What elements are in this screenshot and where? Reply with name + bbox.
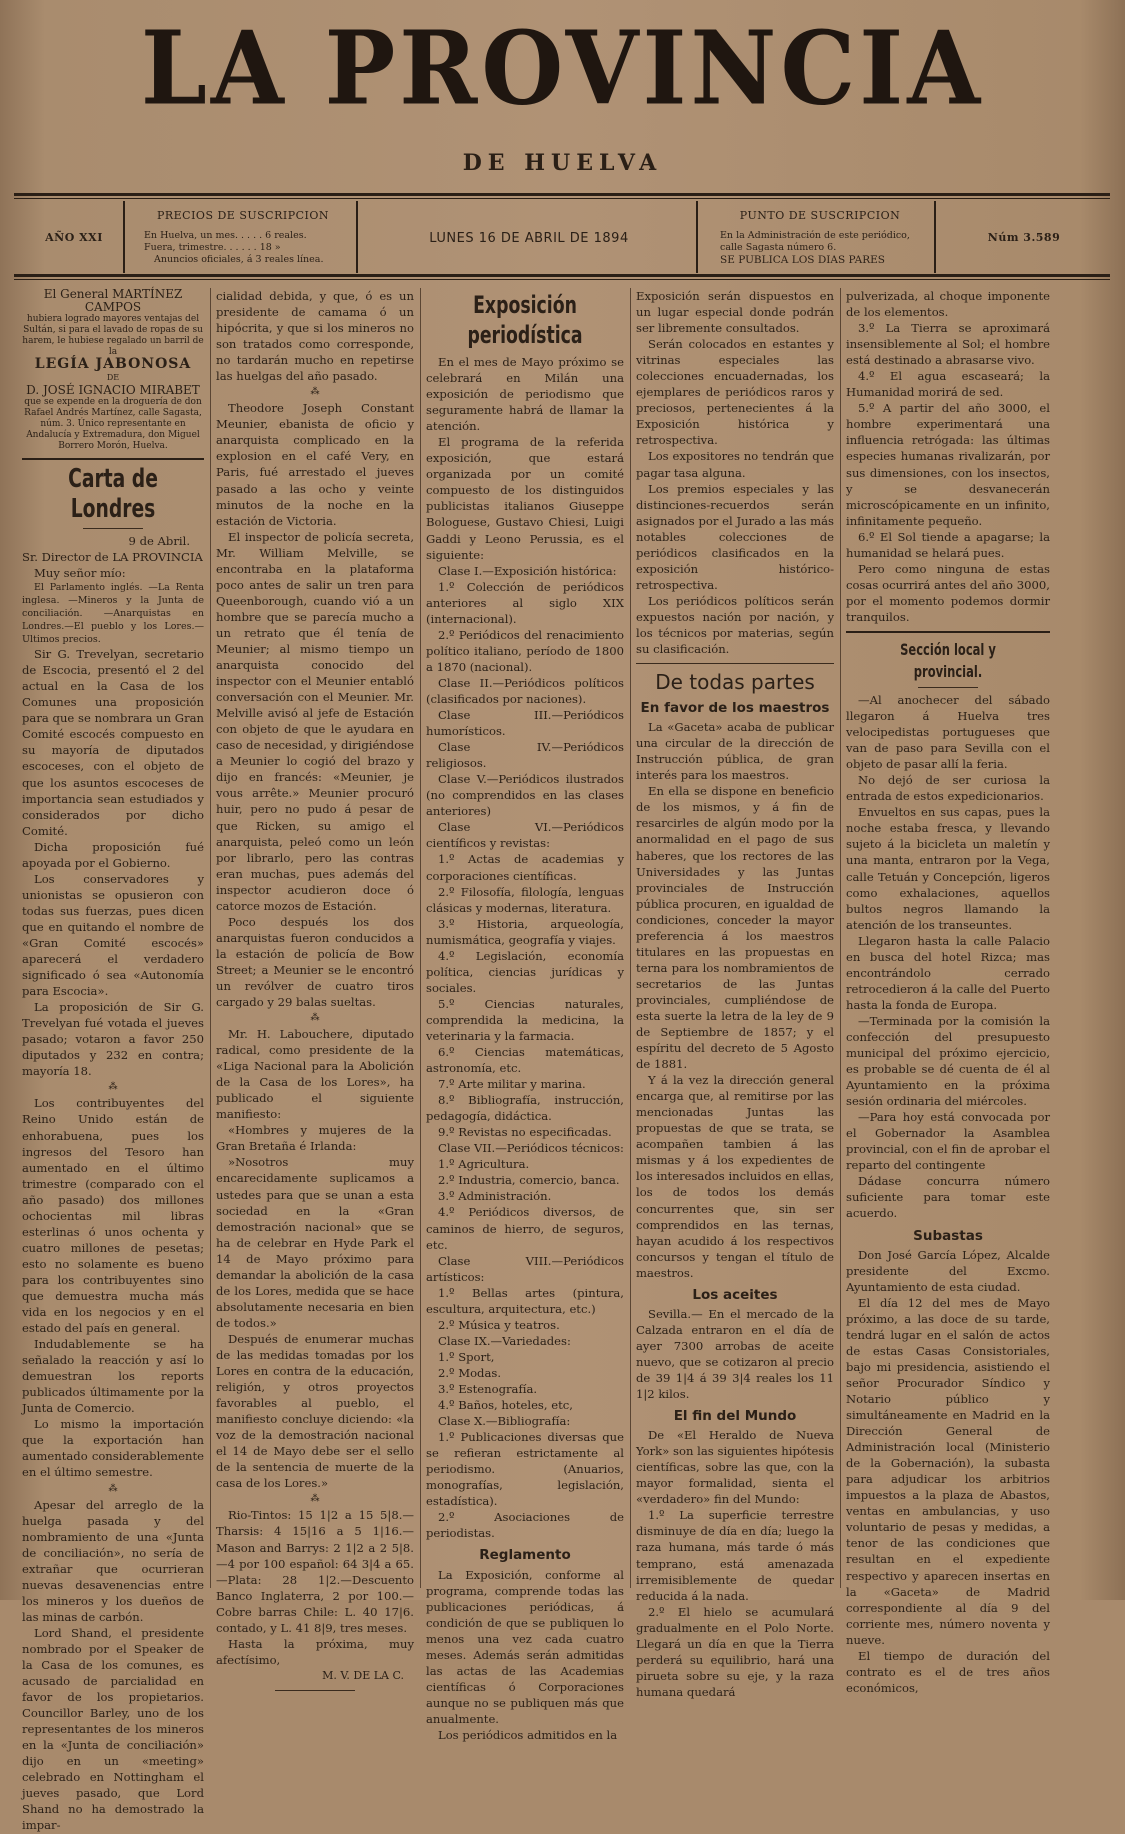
article-title: Carta de Londres	[68, 464, 158, 524]
program-item: Clase X.—Bibliografía:	[438, 1414, 571, 1429]
program-item: Clase IV.—Periódicos religiosos.	[426, 740, 624, 771]
year-cell	[24, 201, 124, 275]
paragraph: El tiempo de duración del contrato es el de tres años económicos,	[846, 1648, 1050, 1695]
ad-text: hubiera logrado mayores ventajas del Sultán, si para el lavado de ropas de su harem, le hubiese regalado un barril de la	[22, 314, 204, 357]
paragraph: Poco después los dos anarquistas fueron conducidos a la estación de policía de Bow Street; a Meunier se le encontró un revólver de cuatro tiros cargado y 29 balas sueltas.	[216, 914, 414, 1010]
separator: ⁂	[108, 1082, 118, 1093]
masthead-title: LA PROVINCIA	[140, 9, 985, 129]
date-cell	[364, 201, 694, 275]
subsection-title: En favor de los maestros	[640, 700, 830, 717]
paragraph: Los conservadores y unionistas se opusieron con todas sus fuerzas, pues dicen que en quitando el nombre de «Gran Comité escocés» aparecerá el verdadero significado ó sea «Autonomía para Escocia».	[22, 871, 204, 999]
column-3	[426, 288, 624, 1742]
paragraph: Los contribuyentes del Reino Unido están de enhorabuena, pues los ingresos del Tesoro han aumentado en el último trimestre (comparado con el año pasado) dos millones ochocientas mil libras esterlinas ó unos ochenta y cuatro millones de pesetas; esto no solamente es bueno para los contribuyentes sino que demuestra mucha más vida en los negocios y en el estado del país en general.	[22, 1096, 204, 1336]
program-item: 1.º Publicaciones diversas que se refieran estrictamente al periodismo. (Anuarios, monografías, legislación, estadística).	[426, 1430, 624, 1509]
program-item: 1.º Agricultura.	[438, 1157, 530, 1172]
program-item: 2.º Asociaciones de periodistas.	[426, 1510, 624, 1541]
paragraph: 5.º A partir del año 3000, el hombre experimentará una influencia retrógada: las últimas especies humanas rivalizarán, por sus dimensiones, con los insectos, y se desvanecerán microscópicamente en un infinito, infinitamente pequeño.	[846, 401, 1050, 528]
price-line: En Huelva, un mes. . . . . 6 reales.	[144, 230, 307, 241]
program-item: Clase VI.—Periódicos científicos y revistas:	[426, 820, 624, 851]
subscription-bar	[14, 201, 1110, 275]
end-rule	[275, 1690, 355, 1691]
paragraph: 2.º El hielo se acumulará gradualmente en el Polo Norte. Llegará un día en que la Tierra perderá su equilibrio, hará una pirueta sobre su eje, y la raza humana quedará	[636, 1604, 834, 1699]
paragraph: Pero como ninguna de estas cosas ocurrirá antes del año 3000, por el momento podemos dormir tranquilos.	[846, 561, 1050, 624]
short-rule	[918, 687, 978, 688]
program-item: 5.º Ciencias naturales, comprendida la medicina, la veterinaria y la farmacia.	[426, 996, 624, 1043]
column-4	[636, 288, 834, 1699]
header-rule-top	[14, 193, 1110, 196]
program-item: 6.º Ciencias matemáticas, astronomía, etc.	[426, 1045, 624, 1076]
point-title: PUNTO DE SUSCRIPCION	[739, 209, 901, 222]
column-2	[216, 288, 414, 1682]
ad-de: DE	[106, 373, 120, 382]
column-rule	[630, 288, 631, 1588]
program-item: 3.º Estenografía.	[438, 1382, 538, 1396]
point-line: SE PUBLICA LOS DIAS PARES	[720, 254, 885, 266]
subsection-title: Los aceites	[692, 1286, 778, 1303]
paragraph: De «El Heraldo de Nueva York» son las siguientes hipótesis científicas, sobre las que, con la mayor formalidad, sienta el «verdadero» fin del Mundo:	[636, 1428, 834, 1507]
price-line: Anuncios oficiales, á 3 reales línea.	[154, 254, 324, 265]
header-rule-top-thin	[14, 198, 1110, 199]
separator: ⁂	[310, 1013, 320, 1024]
paragraph: —Al anochecer del sábado llegaron á Huelva tres velocipedistas portugueses que van de paso para Sevilla con el objeto de pasar allí la feria.	[846, 692, 1050, 772]
prices-title: PRECIOS DE SUSCRIPCION	[156, 209, 330, 222]
program-item: 1.º Bellas artes (pintura, escultura, arquitectura, etc.)	[426, 1285, 624, 1316]
paragraph: «Hombres y mujeres de la Gran Bretaña é Irlanda:	[216, 1123, 414, 1154]
paragraph: »Nosotros muy encarecidamente suplicamos a ustedes para que se unan a esta sociedad en la «Gran demostración nacional» que se ha de celebrar en Hyde Park el 14 de Mayo próximo para demandar la abolición de la casa de los Lores, medida que se hace absolutamente necesaria en bien de todos.»	[216, 1155, 414, 1330]
column-1	[22, 287, 204, 1833]
program-item: Clase I.—Exposición histórica:	[438, 563, 617, 578]
paragraph: Y á la vez la dirección general encarga que, al remitirse por las mencionadas Juntas las propuestas de que se trata, se acompañen tambien á las mismas y á los expedientes de los interesados incluidos en ellas, los de todos los demás concurrentes que, sin ser comprendidos en las ternas, hayan acudido á los respectivos concursos y tengan el título de maestros.	[636, 1073, 834, 1280]
point-line: En la Administración de este periódico,	[720, 230, 910, 241]
program-item: 4.º Baños, hoteles, etc,	[438, 1398, 573, 1413]
separator: ⁂	[108, 1483, 118, 1494]
paragraph: Don José García López, Alcalde presidente del Excmo. Ayuntamiento de esta ciudad.	[846, 1247, 1050, 1294]
program-item: Clase VIII.—Periódicos artísticos:	[426, 1253, 624, 1284]
program-item: 1.º Colección de periódicos anteriores al siglo XIX (internacional).	[426, 579, 624, 626]
paragraph: Sir G. Trevelyan, secretario de Escocia, presentó el 2 del actual en la Casa de los Comunes una proposición para que se nombrara un Gran Comité escocés compuesto en su mayoría de diputados escoceses, con el objeto de que los asuntos escoceses de importancia sean estudiados y considerados por dicho Comité.	[22, 647, 204, 838]
program-item: Clase V.—Periódicos ilustrados (no comprendidos en las clases anteriores)	[426, 772, 624, 819]
paragraph: Hasta la próxima, muy afectísimo,	[216, 1636, 414, 1667]
price-line: Fuera, trimestre. . . . . . 18 »	[144, 242, 281, 253]
salutation: Muy señor mío:	[34, 566, 126, 581]
program-item: 3.º Administración.	[438, 1189, 552, 1204]
program-item: 4.º Legislación, economía política, ciencias jurídicas y sociales.	[426, 948, 624, 995]
paragraph: Envueltos en sus capas, pues la noche estaba fresca, y llevando sujeto á la bicicleta un maletín y una manta, entraron por la Vega, calle Tetuán y Concepción, ligeros como exhalaciones, aquellos bultos negros llamando la atención de los transeuntes.	[846, 805, 1050, 932]
program-item: 2.º Periódicos del renacimiento político italiano, período de 1800 a 1870 (nacional).	[426, 627, 624, 674]
separator: ⁂	[310, 387, 320, 398]
signature: M. V. DE LA C.	[322, 1668, 404, 1682]
paragraph: Mr. H. Labouchere, diputado radical, como presidente de la «Liga Nacional para la Abolición de la Casa de los Lores», ha publicado el siguiente manifiesto:	[216, 1027, 414, 1122]
masthead-subtitle: DE HUELVA	[462, 150, 663, 176]
paragraph: pulverizada, al choque imponente de los elementos.	[846, 289, 1050, 320]
paragraph: Los periódicos políticos serán expuestos nación por nación, y los técnicos por materias, según su clasificación.	[636, 593, 834, 657]
program-item: Clase II.—Periódicos políticos (clasificados por naciones).	[426, 675, 624, 706]
program-item: 4.º Periódicos diversos, de caminos de hierro, de seguros, etc.	[426, 1205, 624, 1252]
paragraph: La proposición de Sir G. Trevelyan fué votada el jueves pasado; votaron a favor 250 diputados y 232 en contra; mayoría 18.	[22, 1000, 204, 1079]
point-line: calle Sagasta número 6.	[720, 242, 837, 253]
program-item: 1.º Sport,	[438, 1349, 495, 1364]
issue-number: Núm 3.589	[987, 231, 1061, 244]
section-title: Sección local y provincial.	[900, 639, 996, 681]
column-5	[846, 288, 1050, 1695]
paragraph: 6.º El Sol tiende a apagarse; la humanidad se helará pues.	[846, 529, 1050, 560]
paragraph: El programa de la referida exposición, que estará organizada por un comité compuesto de los distinguidos publicistas italianos Giuseppe Bologuese, Gustavo Chiesi, Luigi Gaddi y Leono Perussia, es el siguiente:	[426, 435, 624, 562]
program-item: 2.º Industria, comercio, banca.	[438, 1173, 620, 1188]
column-rule	[210, 288, 211, 1588]
short-rule	[83, 528, 143, 529]
paragraph: Theodore Joseph Constant Meunier, ebanista de oficio y anarquista complicado en la explosion en el café Very, en Paris, fué arrestado el jueves pasado a las ocho y veinte minutos de la noche en la estación de Victoria.	[216, 401, 414, 528]
salutation: Sr. Director de LA PROVINCIA	[22, 550, 203, 565]
prices-cell	[132, 201, 354, 275]
paragraph: No dejó de ser curiosa la entrada de estos expedicionarios.	[846, 773, 1050, 804]
ad-maker: D. JOSÉ IGNACIO MIRABET	[26, 383, 200, 397]
advertisement	[22, 288, 204, 452]
paragraph: Lord Shand, el presidente nombrado por el Speaker de la Casa de los comunes, es acusado de parcialidad en favor de los propietarios. Councillor Barley, uno de los representantes de los mineros en la «Junta de conciliación» dijo en un «meeting» celebrado en Nottingham el jueves pasado, que Lord Shand no ha demostrado la impar-	[22, 1625, 204, 1833]
section-rule	[846, 631, 1050, 633]
paragraph: Sevilla.— En el mercado de la Calzada entraron en el día de ayer 7300 arrobas de aceite nuevo, que se cotizaron al precio de 39 1|4 á 39 3|4 reales los 11 1|2 kilos.	[636, 1306, 834, 1402]
program-item: 1.º Actas de academias y corporaciones científicas.	[426, 852, 624, 883]
column-rule	[840, 288, 841, 1588]
dateline: 9 de Abril.	[128, 534, 190, 548]
subsection-title: Reglamento	[479, 1547, 571, 1564]
paragraph: En ella se dispone en beneficio de los mismos, y á fin de resarcirles de algún modo por la anormalidad en el pago de sus haberes, que los rectores de las Universidades y las Juntas provinciales de Instrucción pública procuren, en igualdad de condiciones, conceder la mayor preferencia á los maestros titulares en las propuestas en terna para los nombramientos de secretarios de las Juntas provinciales, cumpliéndose de esta suerte la letra de la ley de 9 de Septiembre de 1857; y el espíritu del decreto de 5 Agosto de 1881.	[636, 784, 834, 1072]
section-rule	[22, 458, 204, 460]
paragraph: Los periódicos admitidos en la	[438, 1727, 618, 1742]
issue-date: LUNES 16 DE ABRIL DE 1894	[429, 231, 629, 246]
paragraph: Apesar del arreglo de la huelga pasada y del nombramiento de una «Junta de conciliación», no sería de extrañar que ocurrieran nuevas desavenencias entre los mineros y los dueños de las minas de carbón.	[22, 1497, 204, 1624]
program-item: Clase III.—Periódicos humorísticos.	[426, 708, 624, 739]
program-item: 8.º Bibliografía, instrucción, pedagogía, didáctica.	[426, 1093, 624, 1124]
paragraph: Lo mismo la importación que la exportación han aumentado considerablemente en el último semestre.	[22, 1417, 204, 1480]
column-rule	[420, 288, 421, 1588]
program-item: 3.º Historia, arqueología, numismática, geografía y viajes.	[426, 916, 624, 947]
paragraph: La «Gaceta» acaba de publicar una circular de la dirección de Instrucción pública, de gran interés para los maestros.	[636, 720, 834, 783]
program-item: 9.º Revistas no especificadas.	[438, 1125, 612, 1140]
paragraph: La Exposición, conforme al programa, comprende todas las publicaciones periódicas, á condición de que se publiquen lo menos una vez cada cuatro meses. Además serán admitidas las actas de las Academias científicas ó Corporaciones aunque no se publiquen más que anualmente.	[426, 1567, 624, 1726]
paragraph: cialidad debida, y que, ó es un presidente de camama ó un hipócrita, y que si los mineros no son tratados como corresponde, no tardarán mucho en repetirse las huelgas del año pasado.	[216, 289, 414, 384]
paragraph: Serán colocados en estantes y vitrinas especiales las colecciones encuadernadas, los ejemplares de periódicos raros y preciosos, pertenecientes á la Exposición histórica y retrospectiva.	[636, 337, 834, 448]
paragraph: El inspector de policía secreta, Mr. William Melville, se encontraba en la plataforma poco antes de salir un tren para Queenborough, cuando vió a un hombre que se parecía mucho a un retrato que él tenía de Meunier; al mismo tiempo un anarquista conocido del inspector con el Meunier entabló conversación con el Meunier. Mr. Melville avisó al jefe de Estación con objeto de que le ayudara en caso de necesidad, y dirigiéndose a Meunier lo cogió del brazo y dijo en francés: «Meunier, je vous arrête.» Meunier procuró huir, pero no pudo á pesar de que Ricken, su amigo el anarquista, peleó como un león por librarlo, pero las contras eran muchas, pues además del inspector acudieron doce ó catorce mozos de Estación.	[216, 529, 414, 913]
ad-text: que se expende en la droguería de don Rafael Andrés Martínez, calle Sagasta, núm. 3. Único representante en Andalucía y Extremadura, don Miguel Borrero Morón, Huelva.	[24, 397, 202, 451]
paragraph: Indudablemente se ha señalado la reacción y así lo demuestran los reports publicados últimamente por la Junta de Comercio.	[22, 1337, 204, 1416]
paragraph: —Para hoy está convocada por el Gobernador la Asamblea provincial, con el fin de aprobar el reparto del contingente	[846, 1110, 1050, 1173]
program-item: Clase IX.—Variedades:	[438, 1333, 571, 1348]
paragraph: 4.º El agua escaseará; la Humanidad morirá de sed.	[846, 369, 1050, 400]
paragraph: Llegaron hasta la calle Palacio en busca del hotel Rizca; mas encontrándolo cerrado retrocedieron á la calle del Puerto hasta la fonda de Europa.	[846, 933, 1050, 1012]
paragraph: Después de enumerar muchas de las medidas tomadas por los Lores en contra de la educación, religión, y otros proyectos favorables al pueblo, el manifiesto concluye diciendo: «la voz de la demostración nacional el 14 de Mayo debe ser el sello de la sentencia de muerte de la casa de los Lores.»	[216, 1331, 414, 1491]
subscription-point-cell	[704, 201, 936, 275]
header-rule-bottom-thin	[14, 279, 1110, 280]
program-list	[426, 563, 624, 1542]
article-title: Exposición periodística	[467, 291, 583, 349]
program-item: 2.º Filosofía, filología, lenguas clásicas y modernas, literatura.	[426, 884, 624, 915]
summary: El Parlamento inglés. —La Renta inglesa. —Mineros y la Junta de conciliación. —Anarquistas en Londres.—El pueblo y los Lores.—Ultimos precios.	[22, 582, 204, 646]
program-item: Clase VII.—Periódicos técnicos:	[438, 1141, 624, 1156]
number-cell	[944, 201, 1104, 275]
ad-brand: LEGÍA JABONOSA	[34, 356, 192, 372]
program-item: 2.º Modas.	[438, 1365, 502, 1380]
separator: ⁂	[310, 1494, 320, 1505]
paragraph: Los premios especiales y las distinciones-recuerdos serán asignados por el Jurado a las más notables colecciones de periódicos clasificados en la exposición histórico-retrospectiva.	[636, 481, 834, 592]
paragraph: Exposición serán dispuestos en un lugar especial donde podrán ser libremente consultados.	[636, 289, 834, 336]
section-rule	[636, 663, 834, 664]
ad-headline: El General MARTÍNEZ CAMPOS	[43, 287, 183, 314]
section-title: De todas partes	[655, 670, 815, 695]
paragraph: Dádase concurra número suficiente para tomar este acuerdo.	[846, 1174, 1050, 1221]
paragraph: El día 12 del mes de Mayo próximo, a las doce de su tarde, tendrá lugar en el salón de actos de estas Casas Consistoriales, bajo mi presidencia, asistiendo el señor Procurador Síndico y Notario público y simultáneamente en Madrid en la Dirección General de Administración local (Ministerio de la Gobernación), la subasta para adjudicar los arbitrios impuestos a la plaza de Abastos, ventas en ambulancias, y uso voluntario de pesas y medidas, a tenor de las condiciones que resultan en el expediente respectivo y aparecen insertas en la «Gaceta» de Madrid correspondiente al día 9 del corriente mes, número noventa y nueve.	[846, 1295, 1050, 1647]
paragraph: 1.º La superficie terrestre disminuye de día en día; luego la raza humana, más tarde ó más temprano, está amenazada irremisiblemente de quedar reducida á la nada.	[636, 1508, 834, 1603]
paragraph: Rio-Tintos: 15 1|2 a 15 5|8.—Tharsis: 4 15|16 a 5 1|16.—Mason and Barrys: 2 1|2 a 2 5|8.—4 por 100 español: 64 3|4 a 65.—Plata: 28 1|2.—Descuento Banco Inglaterra, 2 por 100.—Cobre barras Chile: L. 40 17|6. contado, y L. 41 8|9, tres meses.	[216, 1508, 414, 1635]
subsection-title: El fin del Mundo	[673, 1408, 797, 1425]
paragraph: —Terminada por la comisión la confección del presupuesto municipal del próximo ejercicio, es probable se dé cuenta de él al Ayuntamiento en la próxima sesión ordinaria del miércoles.	[846, 1013, 1050, 1109]
paragraph: Dicha proposición fué apoyada por el Gobierno.	[22, 839, 204, 870]
program-item: 2.º Música y teatros.	[438, 1317, 560, 1332]
paragraph: 3.º La Tierra se aproximará insensiblemente al Sol; el hombre está destinado a abrasarse vivo.	[846, 321, 1050, 368]
paragraph: Los expositores no tendrán que pagar tasa alguna.	[636, 449, 834, 480]
program-item: 7.º Arte militar y marina.	[438, 1077, 586, 1092]
subsection-title: Subastas	[913, 1227, 983, 1244]
year-label: AÑO XXI	[45, 231, 103, 244]
paragraph: En el mes de Mayo próximo se celebrará en Milán una exposición de periodismo que seguramente habrá de llamar la atención.	[426, 355, 624, 434]
